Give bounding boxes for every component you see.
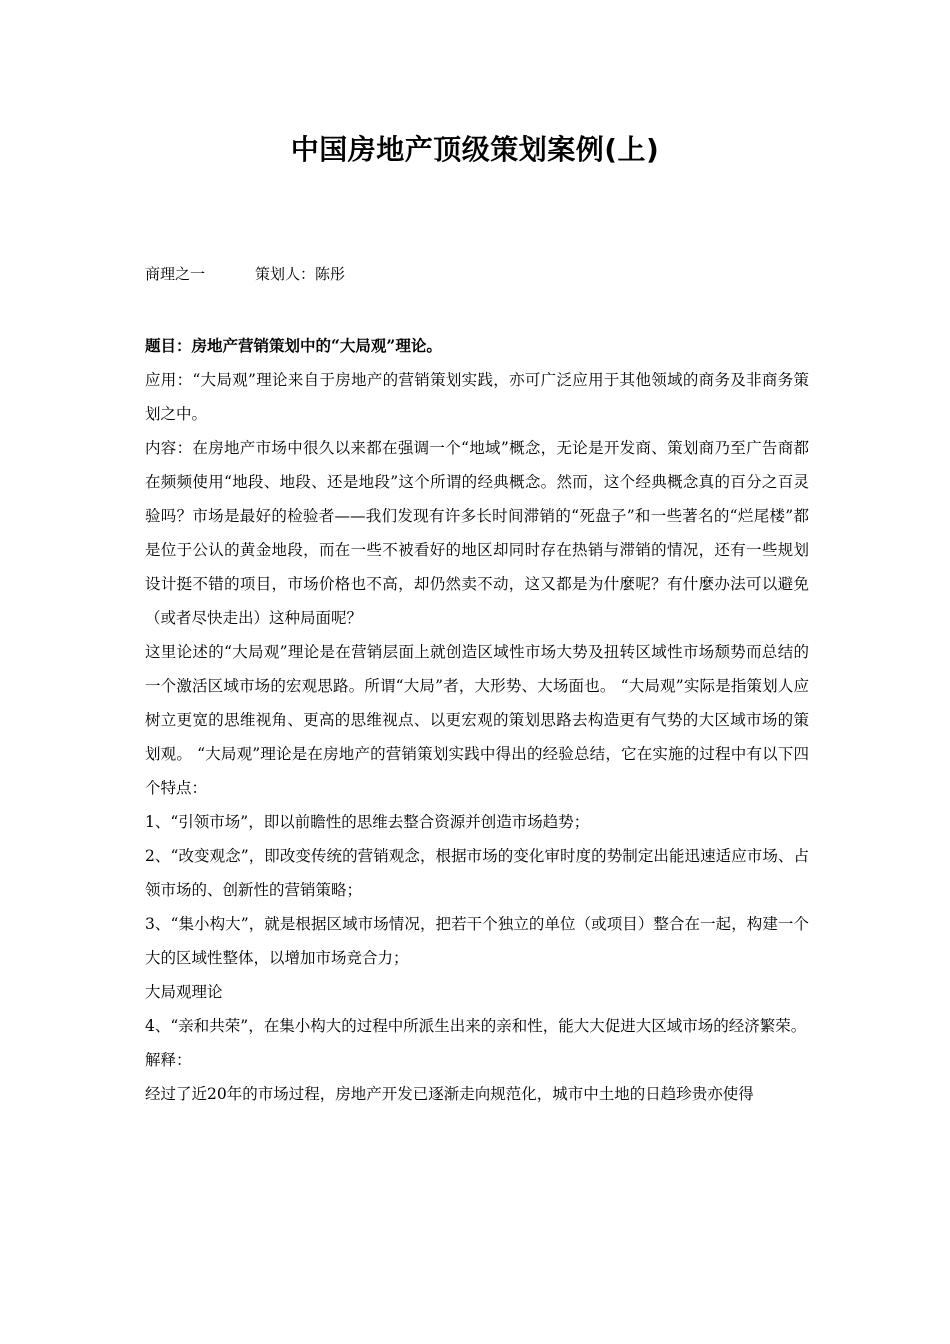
paragraph-theory: 这里论述的“大局观”理论是在营销层面上就创造区域性市场大势及扭转区域性市场颓势而总结的一个激活区域市场的宏观思路。所谓“大局”者，大形势、大场面也。 “大局观”实际是指策划人应树立更宽的思维视角、更高的思维视点、以更宏观的策划思路去构造更有气势的大区域市场的策划观。 “大局观”理论是在房地产的营销策划实践中得出的经验总结，它在实施的过程中有以下四个特点： bbox=[145, 643, 809, 797]
list-item-4: 4、“亲和共荣”，在集小构大的过程中所派生出来的亲和性，能大大促进大区域市场的经济繁荣。 bbox=[145, 1017, 807, 1035]
paragraph-explanation: 经过了近20年的市场过程，房地产开发已逐渐走向规范化，城市中土地的日趋珍贵亦使得 bbox=[145, 1085, 754, 1103]
explanation-label: 解释： bbox=[145, 1051, 192, 1069]
planner-label: 策划人：陈彤 bbox=[255, 265, 346, 283]
document-body bbox=[145, 329, 809, 1111]
paragraph-content: 内容：在房地产市场中很久以来都在强调一个“地域”概念，无论是开发商、策划商乃至广告商都在频频使用“地段、地段、还是地段”这个所谓的经典概念。然而，这个经典概念真的百分之百灵验吗？市场是最好的检验者——我们发现有许多长时间滞销的“死盘子”和一些著名的“烂尾楼”都是位于公认的黄金地段，而在一些不被看好的地区却同时存在热销与滞销的情况，还有一些规划设计挺不错的项目，市场价格也不高，却仍然卖不动，这又都是为什麼呢？有什麼办法可以避免（或者尽快走出）这种局面呢？ bbox=[145, 439, 809, 627]
list-item-3: 3、“集小构大”，就是根据区域市场情况，把若干个独立的单位（或项目）整合在一起，构建一个大的区域性整体，以增加市场竞合力； bbox=[145, 915, 809, 967]
paragraph-application: 应用：“大局观”理论来自于房地产的营销策划实践，亦可广泛应用于其他领域的商务及非商务策划之中。 bbox=[145, 371, 809, 423]
document-meta bbox=[145, 262, 345, 286]
list-item-1: 1、“引领市场”，即以前瞻性的思维去整合资源并创造市场趋势； bbox=[145, 813, 590, 831]
list-item-2: 2、“改变观念”，即改变传统的营销观念，根据市场的变化审时度的势制定出能迅速适应市场、占领市场的、创新性的营销策略； bbox=[145, 847, 809, 899]
section-label: 大局观理论 bbox=[145, 983, 223, 1001]
topic-heading: 题目：房地产营销策划中的“大局观”理论。 bbox=[145, 336, 442, 355]
series-label: 商理之一 bbox=[145, 265, 206, 283]
document-title: 中国房地产顶级策划案例(上) bbox=[290, 133, 660, 166]
